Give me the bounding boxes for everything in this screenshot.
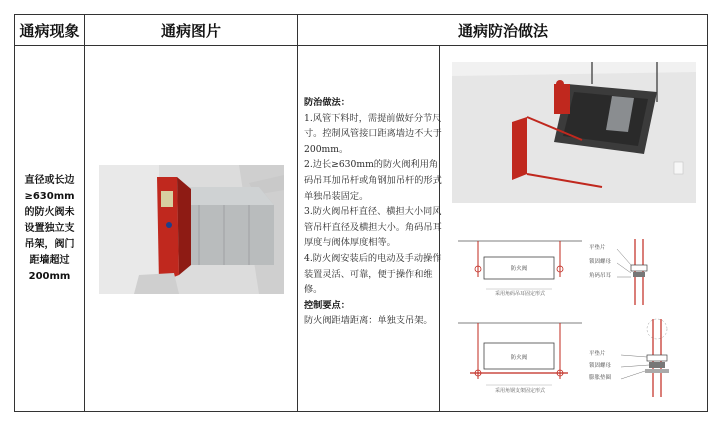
method-line: 4.防火阀安装后的电动及手动操作装置灵活、可靠，便于操作和维修。 xyxy=(304,252,442,296)
defect-photo xyxy=(99,165,284,294)
bracket-diagram-1 xyxy=(456,235,584,305)
header-divider xyxy=(15,45,707,46)
header-prevention: 通病防治做法 xyxy=(457,21,548,40)
bracket-detail-2 xyxy=(587,315,697,401)
column-divider xyxy=(84,15,85,411)
bracket-detail-1 xyxy=(587,235,697,307)
phenomenon-text: 直径或长边≥630mm的防火阀未设置独立支吊架，阀门距墙超过200mm xyxy=(24,175,75,282)
correct-practice-photo xyxy=(452,62,696,203)
defect-table xyxy=(14,14,708,412)
control-text: 防火阀距墙距离：单独支吊架。 xyxy=(304,315,433,327)
diagram2-caption: 采用角钢支架固定形式 xyxy=(494,388,546,394)
detail1-label: 平垫片 xyxy=(589,245,606,251)
phenomenon-cell xyxy=(15,46,84,412)
diagram1-box-label: 防火阀 xyxy=(510,266,528,272)
detail2-label: 平垫片 xyxy=(589,351,606,357)
column-divider xyxy=(297,15,298,411)
diagram1-caption: 采用角码吊耳固定形式 xyxy=(494,291,546,297)
method-line: 2.边长≥630mm的防火阀利用角码吊耳加吊杆或角钢加吊杆的形式单独吊装固定。 xyxy=(304,159,442,202)
method-text-block xyxy=(304,95,446,329)
header-picture: 通病图片 xyxy=(160,21,221,40)
method-line: 1.风管下料时，需提前做好分节尺寸。控制风管接口距离墙边不大于200mm。 xyxy=(304,112,442,155)
detail1-label: 角码吊耳 xyxy=(589,273,612,279)
header-phenomenon: 通病现象 xyxy=(19,21,80,40)
diagram2-box-label: 防火阀 xyxy=(510,355,528,361)
method-line: 3.防火阀吊杆直径、横担大小同风管吊杆直径及横担大小。角码吊耳厚度与阀体厚度相等。 xyxy=(304,206,442,249)
method-title: 防治做法： xyxy=(304,97,350,108)
control-title: 控制要点： xyxy=(304,299,350,311)
detail2-label: 膨胀垫圈 xyxy=(589,375,612,381)
detail2-label: 锁固螺母 xyxy=(589,363,612,369)
bracket-diagram-2 xyxy=(456,317,584,399)
detail1-label: 锁固螺母 xyxy=(589,259,612,265)
